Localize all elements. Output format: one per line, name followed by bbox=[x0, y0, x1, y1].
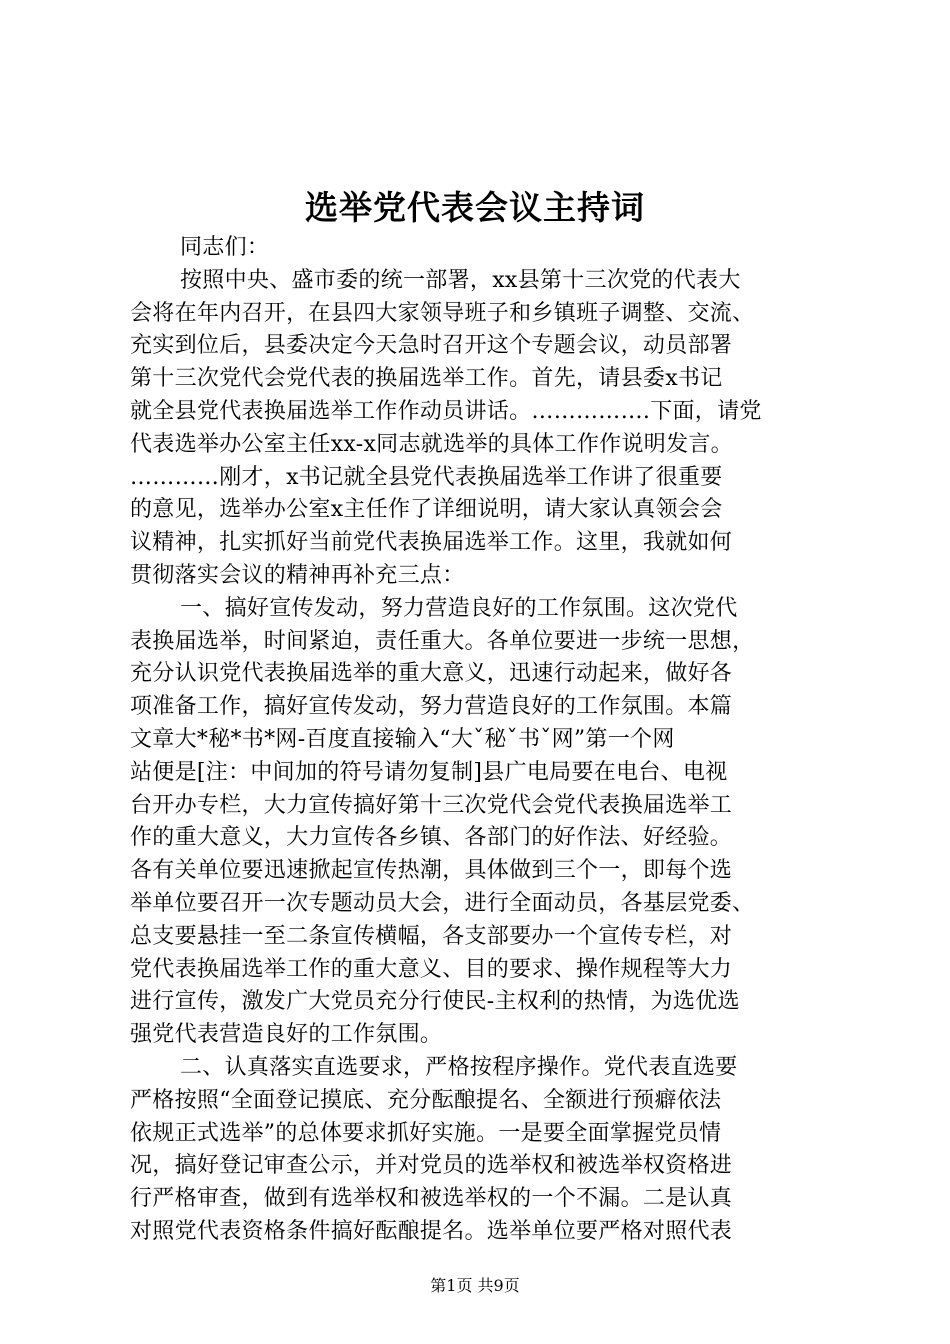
body-line: 同志们： bbox=[180, 235, 270, 260]
body-line: 充分认识党代表换届选举的重大意义，迅速行动起来，做好各 bbox=[130, 661, 733, 687]
body-line: 进行宣传，激发广大党员充分行使民-主权利的热情，为选优选 bbox=[130, 989, 740, 1015]
document-body bbox=[130, 232, 828, 1249]
body-line: 项准备工作，搞好宣传发动，努力营造良好的工作氛围。本篇 bbox=[130, 694, 733, 720]
body-line: 的意见，选举办公室x主任作了详细说明，请大家认真领会会 bbox=[130, 497, 723, 523]
document-title: 选举党代表会议主持词 bbox=[305, 188, 645, 227]
body-line: 况，搞好登记审查公示，并对党员的选举权和被选举权资格进 bbox=[130, 1153, 733, 1179]
body-line: 第十三次党代会党代表的换届选举工作。首先，请县委x书记 bbox=[130, 366, 723, 392]
page-footer: 第1页 共9页 bbox=[430, 1276, 520, 1295]
body-line: …………刚才，x书记就全县党代表换届选举工作讲了很重要 bbox=[130, 464, 723, 490]
body-line: 会将在年内召开，在县四大家领导班子和乡镇班子调整、交流、 bbox=[130, 300, 755, 326]
body-line: 按照中央、盛市委的统一部署，xx县第十三次党的代表大 bbox=[180, 267, 741, 293]
body-line: 一、搞好宣传发动，努力营造良好的工作氛围。这次党代 bbox=[180, 595, 738, 621]
body-line: 贯彻落实会议的精神再补充三点： bbox=[130, 562, 465, 588]
body-line: 表换届选举，时间紧迫，责任重大。各单位要进一步统一思想， bbox=[130, 628, 755, 654]
body-line: 站便是[注：中间加的符号请勿复制]县广电局要在电台、电视 bbox=[130, 759, 728, 785]
body-line: 充实到位后，县委决定今天急时召开这个专题会议，动员部署 bbox=[130, 333, 733, 359]
body-line: 对照党代表资格条件搞好酝酿提名。选举单位要严格对照代表 bbox=[130, 1218, 733, 1244]
body-line: 党代表换届选举工作的重大意义、目的要求、操作规程等大力 bbox=[130, 956, 733, 982]
body-line: 行严格审查，做到有选举权和被选举权的一个不漏。二是认真 bbox=[130, 1186, 733, 1212]
body-line: 各有关单位要迅速掀起宣传热潮，具体做到三个一，即每个选 bbox=[130, 858, 733, 884]
body-line: 议精神，扎实抓好当前党代表换届选举工作。这里，我就如何 bbox=[130, 530, 733, 556]
body-line: 二、认真落实直选要求，严格按程序操作。党代表直选要 bbox=[180, 1054, 738, 1080]
body-line: 就全县党代表换届选举工作作动员讲话。…………….下面，请党 bbox=[130, 398, 762, 424]
body-line: 总支要悬挂一至二条宣传横幅，各支部要办一个宣传专栏，对 bbox=[130, 923, 733, 949]
body-line: 文章大*秘*书*网-百度直接输入“大ˇ秘ˇ书ˇ网”第一个网 bbox=[130, 726, 675, 752]
body-line: 作的重大意义，大力宣传各乡镇、各部门的好作法、好经验。 bbox=[130, 825, 733, 851]
body-line: 严格按照“全面登记摸底、充分酝酿提名、全额进行预癖依法 bbox=[130, 1087, 722, 1113]
body-line: 依规正式选举”的总体要求抓好实施。一是要全面掌握党员情 bbox=[130, 1120, 722, 1146]
body-line: 代表选举办公室主任xx-x同志就选举的具体工作作说明发言。 bbox=[130, 431, 733, 457]
body-line: 台开办专栏，大力宣传搞好第十三次党代会党代表换届选举工 bbox=[130, 792, 733, 818]
body-line: 强党代表营造良好的工作氛围。 bbox=[130, 1022, 443, 1048]
body-line: 举单位要召开一次专题动员大会，进行全面动员，各基层党委、 bbox=[130, 890, 755, 916]
